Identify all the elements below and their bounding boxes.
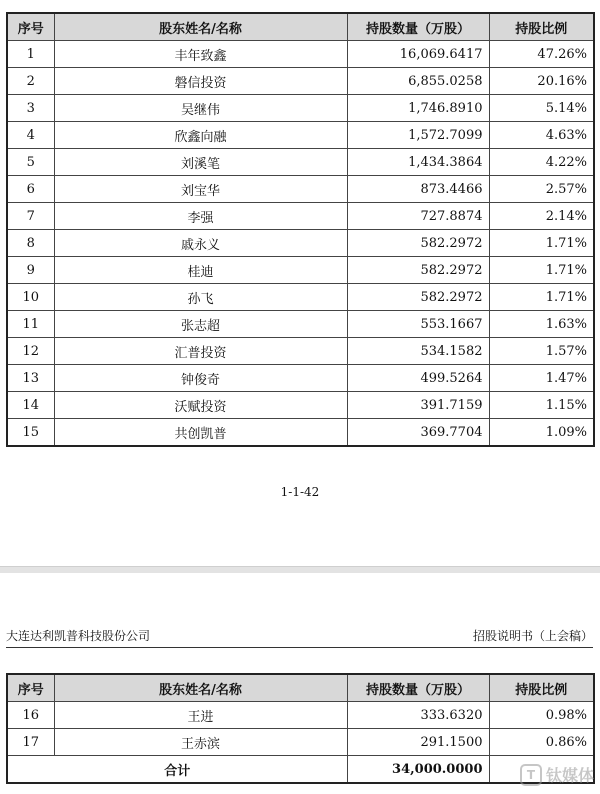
row-shares: 727.8874	[347, 203, 489, 230]
row-index: 4	[7, 122, 54, 149]
table-header-row	[7, 13, 594, 41]
row-shares: 582.2972	[347, 230, 489, 257]
table-row	[7, 230, 594, 257]
titanium-media-logo-icon: T	[520, 764, 542, 786]
page-divider	[0, 566, 600, 573]
table-row	[7, 365, 594, 392]
table-row	[7, 203, 594, 230]
row-shares: 534.1582	[347, 338, 489, 365]
page-number: 1-1-42	[280, 485, 320, 499]
row-index: 12	[7, 338, 54, 365]
row-shares: 6,855.0258	[347, 68, 489, 95]
total-row	[7, 756, 594, 784]
row-shares: 1,572.7099	[347, 122, 489, 149]
row-name: 共创凯普	[54, 419, 347, 447]
header-shares: 持股数量（万股）	[347, 13, 489, 41]
row-name: 钟俊奇	[54, 365, 347, 392]
table-row	[7, 729, 594, 756]
row-name: 刘宝华	[54, 176, 347, 203]
row-ratio: 0.86%	[489, 729, 594, 756]
row-index: 16	[7, 702, 54, 729]
row-name: 磐信投资	[54, 68, 347, 95]
table-row	[7, 176, 594, 203]
row-name: 桂迪	[54, 257, 347, 284]
row-index: 13	[7, 365, 54, 392]
row-name: 刘溪笔	[54, 149, 347, 176]
row-shares: 582.2972	[347, 284, 489, 311]
table-row	[7, 311, 594, 338]
row-ratio: 1.15%	[489, 392, 594, 419]
watermark	[520, 763, 594, 786]
header-index: 序号	[7, 13, 54, 41]
row-name: 欣鑫向融	[54, 122, 347, 149]
row-index: 5	[7, 149, 54, 176]
row-index: 9	[7, 257, 54, 284]
row-ratio: 1.71%	[489, 230, 594, 257]
header-ratio: 持股比例	[489, 674, 594, 702]
row-ratio: 5.14%	[489, 95, 594, 122]
watermark-text: 钛媒体	[545, 766, 594, 785]
row-ratio: 2.14%	[489, 203, 594, 230]
page-header-doc-title: 招股说明书（上会稿）	[472, 629, 593, 643]
table-row	[7, 41, 594, 68]
row-shares: 333.6320	[347, 702, 489, 729]
row-ratio: 1.57%	[489, 338, 594, 365]
row-ratio: 1.71%	[489, 257, 594, 284]
row-name: 张志超	[54, 311, 347, 338]
row-ratio: 1.47%	[489, 365, 594, 392]
page-header	[6, 627, 593, 648]
table-row	[7, 419, 594, 447]
total-label: 合计	[7, 756, 347, 784]
row-name: 王赤滨	[54, 729, 347, 756]
row-ratio: 20.16%	[489, 68, 594, 95]
row-shares: 369.7704	[347, 419, 489, 447]
row-shares: 16,069.6417	[347, 41, 489, 68]
header-ratio: 持股比例	[489, 13, 594, 41]
row-index: 8	[7, 230, 54, 257]
row-ratio: 4.63%	[489, 122, 594, 149]
row-shares: 1,434.3864	[347, 149, 489, 176]
row-shares: 391.7159	[347, 392, 489, 419]
row-name: 沃赋投资	[54, 392, 347, 419]
row-ratio: 4.22%	[489, 149, 594, 176]
row-ratio: 1.09%	[489, 419, 594, 447]
row-index: 7	[7, 203, 54, 230]
table-row	[7, 257, 594, 284]
row-index: 14	[7, 392, 54, 419]
row-name: 王进	[54, 702, 347, 729]
table-row	[7, 95, 594, 122]
page-header-company: 大连达利凯普科技股份公司	[6, 629, 151, 643]
header-index: 序号	[7, 674, 54, 702]
row-name: 戚永义	[54, 230, 347, 257]
table-header-row	[7, 674, 594, 702]
row-shares: 1,746.8910	[347, 95, 489, 122]
row-shares: 582.2972	[347, 257, 489, 284]
shareholder-table-page2	[6, 673, 595, 784]
row-index: 1	[7, 41, 54, 68]
row-shares: 291.1500	[347, 729, 489, 756]
table-row	[7, 392, 594, 419]
header-name: 股东姓名/名称	[54, 13, 347, 41]
row-index: 3	[7, 95, 54, 122]
table-row	[7, 702, 594, 729]
row-ratio: 47.26%	[489, 41, 594, 68]
row-ratio: 2.57%	[489, 176, 594, 203]
row-index: 2	[7, 68, 54, 95]
row-shares: 553.1667	[347, 311, 489, 338]
total-shares: 34,000.0000	[347, 756, 489, 784]
shareholder-table-page1	[6, 12, 595, 447]
row-shares: 499.5264	[347, 365, 489, 392]
header-name: 股东姓名/名称	[54, 674, 347, 702]
row-name: 李强	[54, 203, 347, 230]
row-ratio: 0.98%	[489, 702, 594, 729]
row-ratio: 1.63%	[489, 311, 594, 338]
header-shares: 持股数量（万股）	[347, 674, 489, 702]
table-row	[7, 68, 594, 95]
row-index: 6	[7, 176, 54, 203]
row-index: 17	[7, 729, 54, 756]
row-name: 汇普投资	[54, 338, 347, 365]
row-index: 15	[7, 419, 54, 447]
table-row	[7, 284, 594, 311]
row-name: 丰年致鑫	[54, 41, 347, 68]
table-row	[7, 122, 594, 149]
table-row	[7, 149, 594, 176]
table-row	[7, 338, 594, 365]
row-index: 11	[7, 311, 54, 338]
row-shares: 873.4466	[347, 176, 489, 203]
row-index: 10	[7, 284, 54, 311]
row-name: 孙飞	[54, 284, 347, 311]
row-name: 吴继伟	[54, 95, 347, 122]
row-ratio: 1.71%	[489, 284, 594, 311]
